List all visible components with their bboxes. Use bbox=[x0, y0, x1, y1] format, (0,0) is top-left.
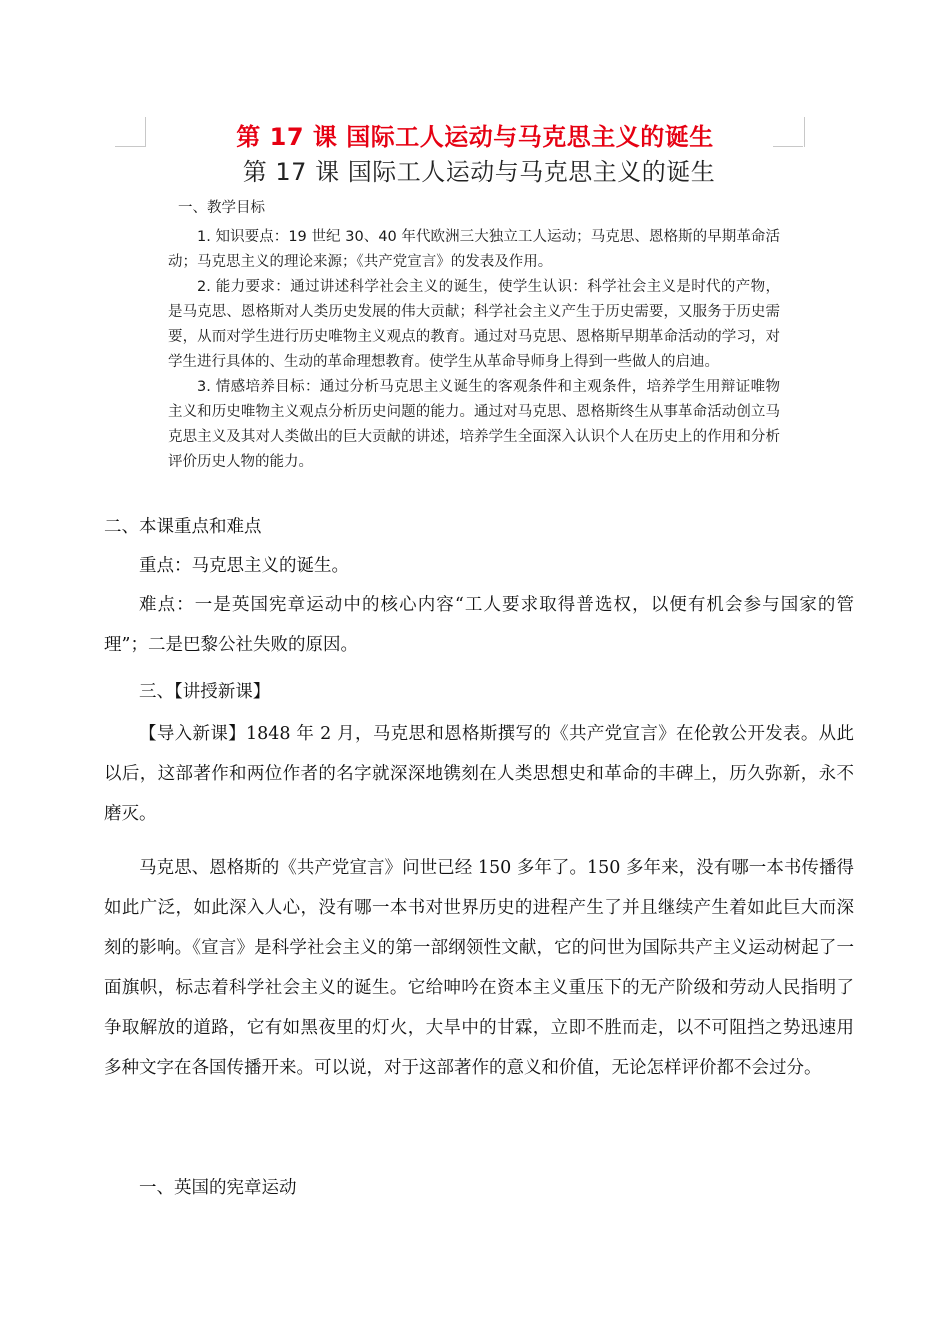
excerpt-paragraph-knowledge: 1. 知识要点：19 世纪 30、40 年代欧洲三大独立工人运动；马克思、恩格斯的早期革命活动；马克思主义的理论来源；《共产党宣言》的发表及作用。 bbox=[168, 229, 780, 270]
section3-heading: 三、【讲授新课】 bbox=[139, 682, 271, 702]
excerpt-paragraph-emotion: 3. 情感培养目标：通过分析马克思主义诞生的客观条件和主观条件，培养学生用辩证唯物主义和历史唯物主义观点分析历史问题的能力。通过对马克思、恩格斯终生从事革命活动创立马克思主义及其对人类做出的巨大贡献的讲述，培养学生全面深入认识个人在历史上的作用和分析评价历史人物的能力。 bbox=[168, 379, 780, 470]
subsection1-heading: 一、英国的宪章运动 bbox=[139, 1178, 297, 1198]
manifesto-paragraph: 马克思、恩格斯的《共产党宣言》问世已经 150 多年了。150 多年来，没有哪一本书传播得如此广泛，如此深入人心，没有哪一本书对世界历史的进程产生了并且继续产生着如此巨大而深刻的影响。《宣言》是科学社会主义的第一部纲领性文献，它的问世为国际共产主义运动树起了一面旗帜，标志着科学社会主义的诞生。它给呻吟在资本主义重压下的无产阶级和劳动人民指明了争取解放的道路，它有如黑夜里的灯火，大旱中的甘霖，立即不胜而走，以不可阻挡之势迅速用多种文字在各国传播开来。可以说，对于这部著作的意义和价值，无论怎样评价都不会过分。 bbox=[104, 858, 854, 1078]
intro-paragraph: 【导入新课】1848 年 2 月，马克思和恩格斯撰写的《共产党宣言》在伦敦公开发表。从此以后，这部著作和两位作者的名字就深深地镌刻在人类思想史和革命的丰碑上，历久弥新，永不磨灭。 bbox=[104, 724, 854, 824]
page-title: 第 17 课 国际工人运动与马克思主义的诞生 bbox=[236, 123, 714, 151]
key-point: 重点：马克思主义的诞生。 bbox=[139, 556, 349, 576]
excerpt-title: 第 17 课 国际工人运动与马克思主义的诞生 bbox=[242, 158, 716, 186]
excerpt-paragraph-ability: 2. 能力要求：通过讲述科学社会主义的诞生，使学生认识：科学社会主义是时代的产物，是马克思、恩格斯对人类历史发展的伟大贡献；科学社会主义产生于历史需要，又服务于历史需要，从而对学生进行历史唯物主义观点的教育。通过对马克思、恩格斯早期革命活动的学习，对学生进行具体的、生动的革命理想教育。使学生从革命导师身上得到一些做人的启迪。 bbox=[168, 279, 780, 370]
difficult-point: 难点：一是英国宪章运动中的核心内容“工人要求取得普选权，以便有机会参与国家的管理”；二是巴黎公社失败的原因。 bbox=[104, 595, 854, 655]
section2-heading: 二、本课重点和难点 bbox=[104, 517, 262, 537]
scanned-excerpt bbox=[168, 152, 780, 475]
excerpt-section-heading: 一、教学目标 bbox=[178, 200, 265, 216]
